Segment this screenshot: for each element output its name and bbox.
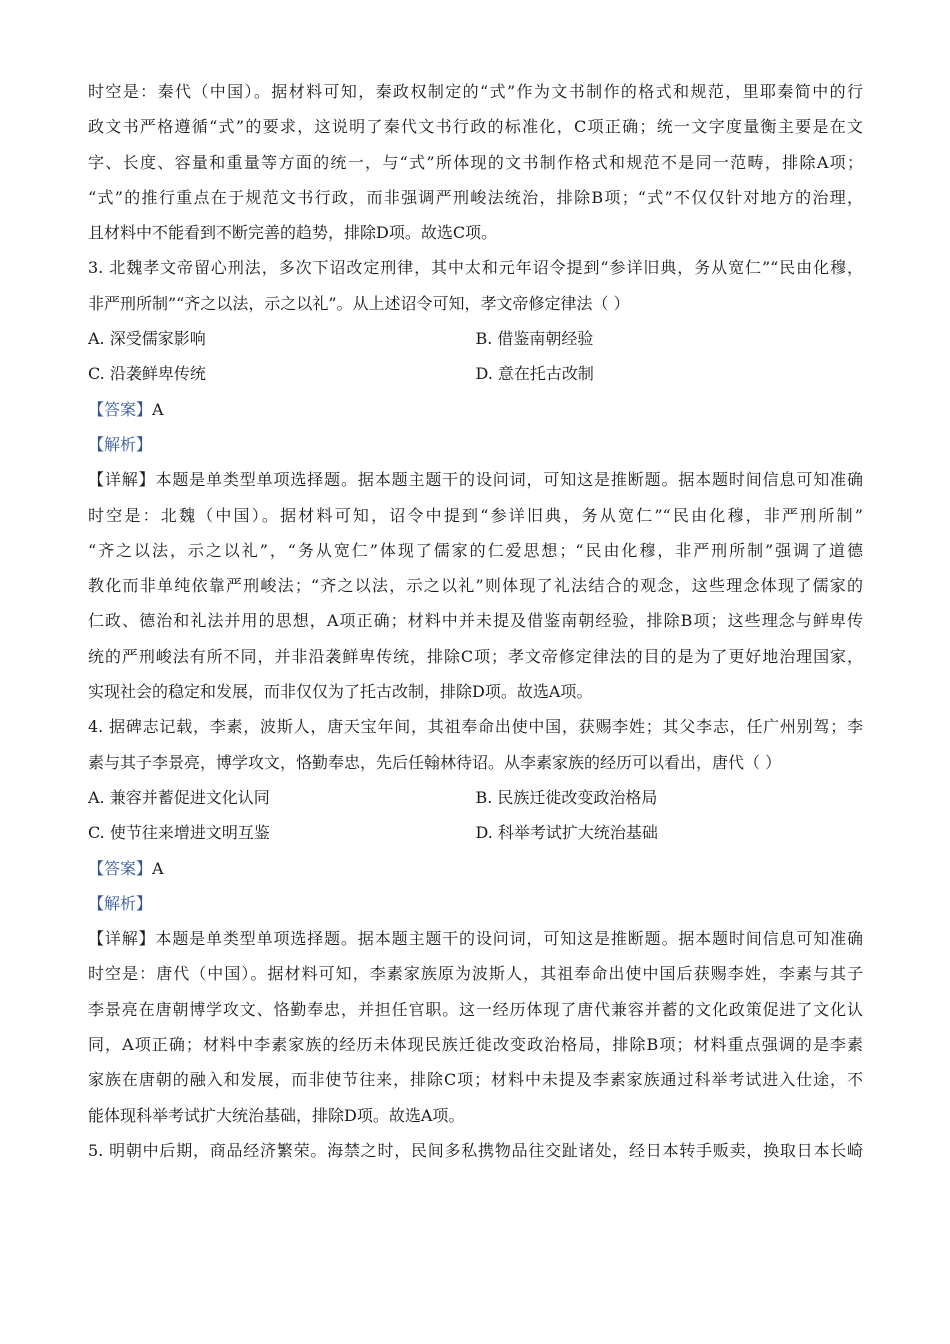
q2-text-line: “式”的推行重点在于规范文书行政，而非强调严刑峻法统治，排除B项；“式”不仅仅针对地方的治理，: [88, 187, 863, 207]
q2-text-line: 字、长度、容量和重量等方面的统一，与“式”所体现的文书制作格式和规范不是同一范畴，排除A项；: [88, 152, 863, 172]
q4-detail-line: [88, 921, 863, 956]
q3-stem-line: 3. 北魏孝文帝留心刑法，多次下诏改定刑律，其中太和元年诏令提到“参详旧典，务从宽仁”“民由化穆，: [88, 258, 863, 278]
q3-detail-line: “齐之以法，示之以礼”，“务从宽仁”体现了儒家的仁爱思想；“民由化穆，非严刑所制”强调了道德: [88, 540, 863, 560]
q4-option-d: D. 科举考试扩大统治基础: [475, 823, 658, 843]
q4-detail-line: 时空是：唐代（中国）。据材料可知，李素家族原为波斯人，其祖奉命出使中国后获赐李姓，李素与其子: [88, 964, 863, 984]
answer-tag: 【答案】: [88, 858, 153, 878]
q3-option-c: C. 沿袭鲜卑传统: [88, 364, 206, 384]
q4-analysis-line: [88, 886, 863, 921]
q3-option-a: A. 深受儒家影响: [88, 329, 206, 349]
q4-detail-line: 家族在唐朝的融入和发展，而非使节往来，排除C项；材料中未提及李素家族通过科举考试进入仕途，不: [88, 1070, 863, 1090]
q4-answer-line: [88, 851, 863, 886]
q3-option-b: B. 借鉴南朝经验: [475, 329, 594, 349]
q3-option-d: D. 意在托古改制: [475, 364, 594, 384]
q2-text-line: 时空是：秦代（中国）。据材料可知，秦政权制定的“式”作为文书制作的格式和规范，里耶秦简中的行: [88, 82, 863, 101]
q3-detail-line: 教化而非单纯依靠严刑峻法；“齐之以法，示之以礼”则体现了礼法结合的观念，这些理念体现了儒家的: [88, 576, 863, 596]
q3-analysis-line: [88, 427, 863, 462]
q3-options-row: [88, 356, 863, 391]
q3-options-row: [88, 321, 863, 356]
analysis-tag: 【解析】: [88, 434, 153, 454]
q4-option-c: C. 使节往来增进文明互鉴: [88, 823, 270, 843]
q3-detail-line: 实现社会的稳定和发展，而非仅仅为了托古改制，排除D项。故选A项。: [88, 682, 593, 702]
q3-answer-line: [88, 392, 863, 427]
q3-detail-line: 统的严刑峻法有所不同，并非沿袭鲜卑传统，排除C项；孝文帝修定律法的目的是为了更好地治理国家，: [88, 646, 863, 666]
q5-stem-line: 5. 明朝中后期，商品经济繁荣。海禁之时，民间多私携物品往交趾诸处，经日本转手贩卖，换取日本长崎: [88, 1140, 863, 1160]
q3-detail-line: [88, 462, 863, 497]
q4-option-a: A. 兼容并蓄促进文化认同: [88, 787, 270, 807]
q4-detail-line: 能体现科举考试扩大统治基础，排除D项。故选A项。: [88, 1105, 465, 1125]
q4-detail-line: 同，A项正确；材料中李素家族的经历未体现民族迁徙改变政治格局，排除B项；材料重点强调的是李素: [88, 1035, 863, 1055]
q4-detail-text: 本题是单类型单项选择题。据本题主题干的设问词，可知这是推断题。据本题时间信息可知准确: [155, 929, 863, 949]
q4-detail-line: 李景亮在唐朝博学攻文、恪勤奉忠，并担任官职。这一经历体现了唐代兼容并蓄的文化政策促进了文化认: [88, 999, 863, 1019]
document-page: [88, 74, 863, 1168]
q4-options-row: [88, 815, 863, 850]
q3-detail-line: 仁政、德治和礼法并用的思想，A项正确；材料中并未提及借鉴南朝经验，排除B项；这些理念与鲜卑传: [88, 611, 863, 631]
detail-tag: 【详解】: [88, 929, 156, 949]
q4-option-b: B. 民族迁徙改变政治格局: [475, 787, 658, 807]
analysis-tag: 【解析】: [88, 893, 153, 913]
q3-answer-value: A: [152, 399, 164, 419]
q3-detail-text: 本题是单类型单项选择题。据本题主题干的设问词，可知这是推断题。据本题时间信息可知准确: [155, 470, 863, 490]
q4-stem-line: 素与其子李景亮，博学攻文，恪勤奉忠，先后任翰林待诏。从李素家族的经历可以看出，唐代（ ）: [88, 752, 782, 772]
q4-answer-value: A: [152, 858, 164, 878]
q3-detail-line: 时空是：北魏（中国）。据材料可知，诏令中提到“参详旧典，务从宽仁”“民由化穆，非严刑所制”: [88, 505, 863, 525]
answer-tag: 【答案】: [88, 399, 153, 419]
q4-stem-line: 4. 据碑志记载，李素，波斯人，唐天宝年间，其祖奉命出使中国，获赐李姓；其父李志，任广州别驾；李: [88, 717, 863, 737]
q2-text-line: 政文书严格遵循“式”的要求，这说明了秦代文书行政的标准化，C项正确；统一文字度量衡主要是在文: [88, 117, 863, 137]
detail-tag: 【详解】: [88, 470, 156, 490]
q2-text-line: 且材料中不能看到不断完善的趋势，排除D项。故选C项。: [88, 223, 498, 243]
q3-stem-line: 非严刑所制”“齐之以法，示之以礼”。从上述诏令可知，孝文帝修定律法（ ）: [88, 293, 630, 313]
q4-options-row: [88, 780, 863, 815]
